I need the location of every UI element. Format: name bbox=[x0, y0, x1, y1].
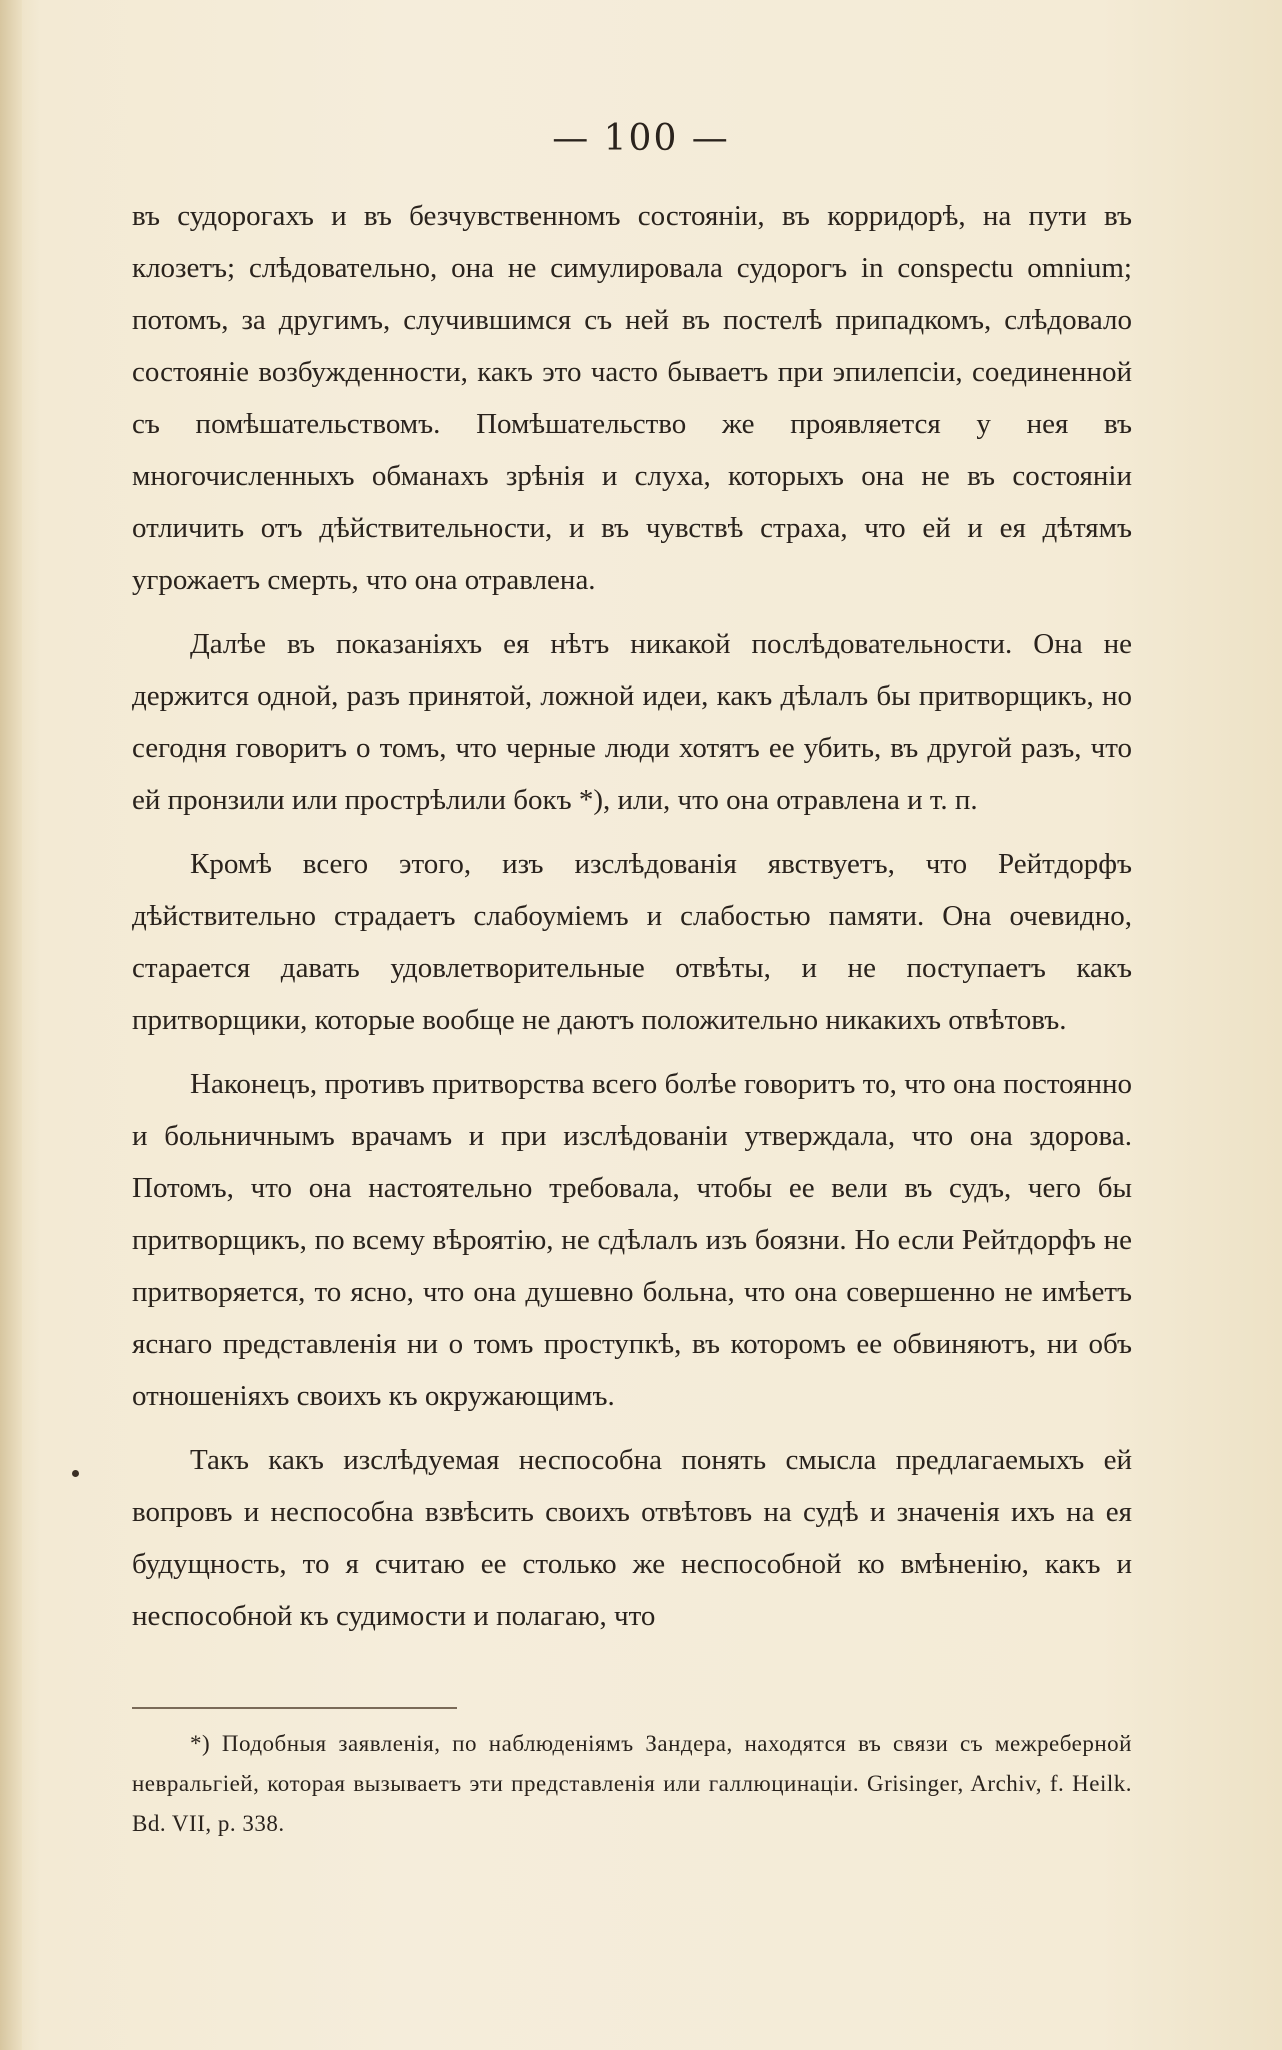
body-text bbox=[132, 190, 1132, 1642]
paragraph: Далѣе въ показаніяхъ ея нѣтъ никакой послѣдовательности. Она не держится одной, разъ принятой, ложной идеи, какъ дѣлалъ бы притворщикъ, но сегодня говоритъ о томъ, что черные люди хотятъ ее убить, въ другой разъ, что ей пронзили или прострѣлили бокъ *), или, что она отравлена и т. п. bbox=[132, 628, 1132, 816]
paragraph: Такъ какъ изслѣдуемая неспособна понять смысла предлагаемыхъ ей вопровъ и неспособна взвѣсить своихъ отвѣтовъ на судѣ и значенія ихъ на ея будущность, то я считаю ее столько же неспособной ко вмѣненію, какъ и неспособной къ судимости и полагаю, что bbox=[132, 1444, 1132, 1632]
paragraph: Наконецъ, противъ притворства всего болѣе говоритъ то, что она постоянно и больничнымъ врачамъ и при изслѣдованіи утверждала, что она здорова. Потомъ, что она настоятельно требовала, чтобы ее вели въ судъ, чего бы притворщикъ, по всему вѣроятію, не сдѣлалъ изъ боязни. Но если Рейтдорфъ не притворяется, то ясно, что она душевно больна, что она совершенно не имѣетъ яснаго представленія ни о томъ проступкѣ, въ которомъ ее обвиняютъ, ни объ отношеніяхъ своихъ къ окружающимъ. bbox=[132, 1068, 1132, 1412]
footnote: *) Подобныя заявленія, по наблюденіямъ Зандера, находятся въ связи съ межреберной невральгіей, которая вызываетъ эти представленія или галлюцинаціи. Grisinger, Archiv, f. Heilk. Bd. VII, p. 338. bbox=[132, 1731, 1132, 1836]
page-gutter bbox=[0, 0, 22, 2050]
footnote-divider bbox=[132, 1707, 457, 1709]
paragraph: Кромѣ всего этого, изъ изслѣдованія явствуетъ, что Рейтдорфъ дѣйствительно страдаетъ слабоуміемъ и слабостью памяти. Она очевидно, старается давать удовлетворительные отвѣты, и не поступаетъ какъ притворщики, которые вообще не даютъ положительно никакихъ отвѣтовъ. bbox=[132, 848, 1132, 1036]
ink-mark bbox=[72, 1470, 79, 1477]
page-number: — 100 — bbox=[552, 118, 730, 159]
paragraph: въ судорогахъ и въ безчувственномъ состояніи, въ корридорѣ, на пути въ клозетъ; слѣдовательно, она не симулировала судорогъ in conspectu omnium; потомъ, за другимъ, случившимся съ ней въ постелѣ припадкомъ, слѣдовало состояніе возбужденности, какъ это часто бываетъ при эпилепсіи, соединенной съ помѣшательствомъ. Помѣшательство же проявляется у нея въ многочисленныхъ обманахъ зрѣнія и слуха, которыхъ она не въ состояніи отличить отъ дѣйствительности, и въ чувствѣ страха, что ей и ея дѣтямъ угрожаетъ смерть, что она отравлена. bbox=[132, 200, 1132, 596]
